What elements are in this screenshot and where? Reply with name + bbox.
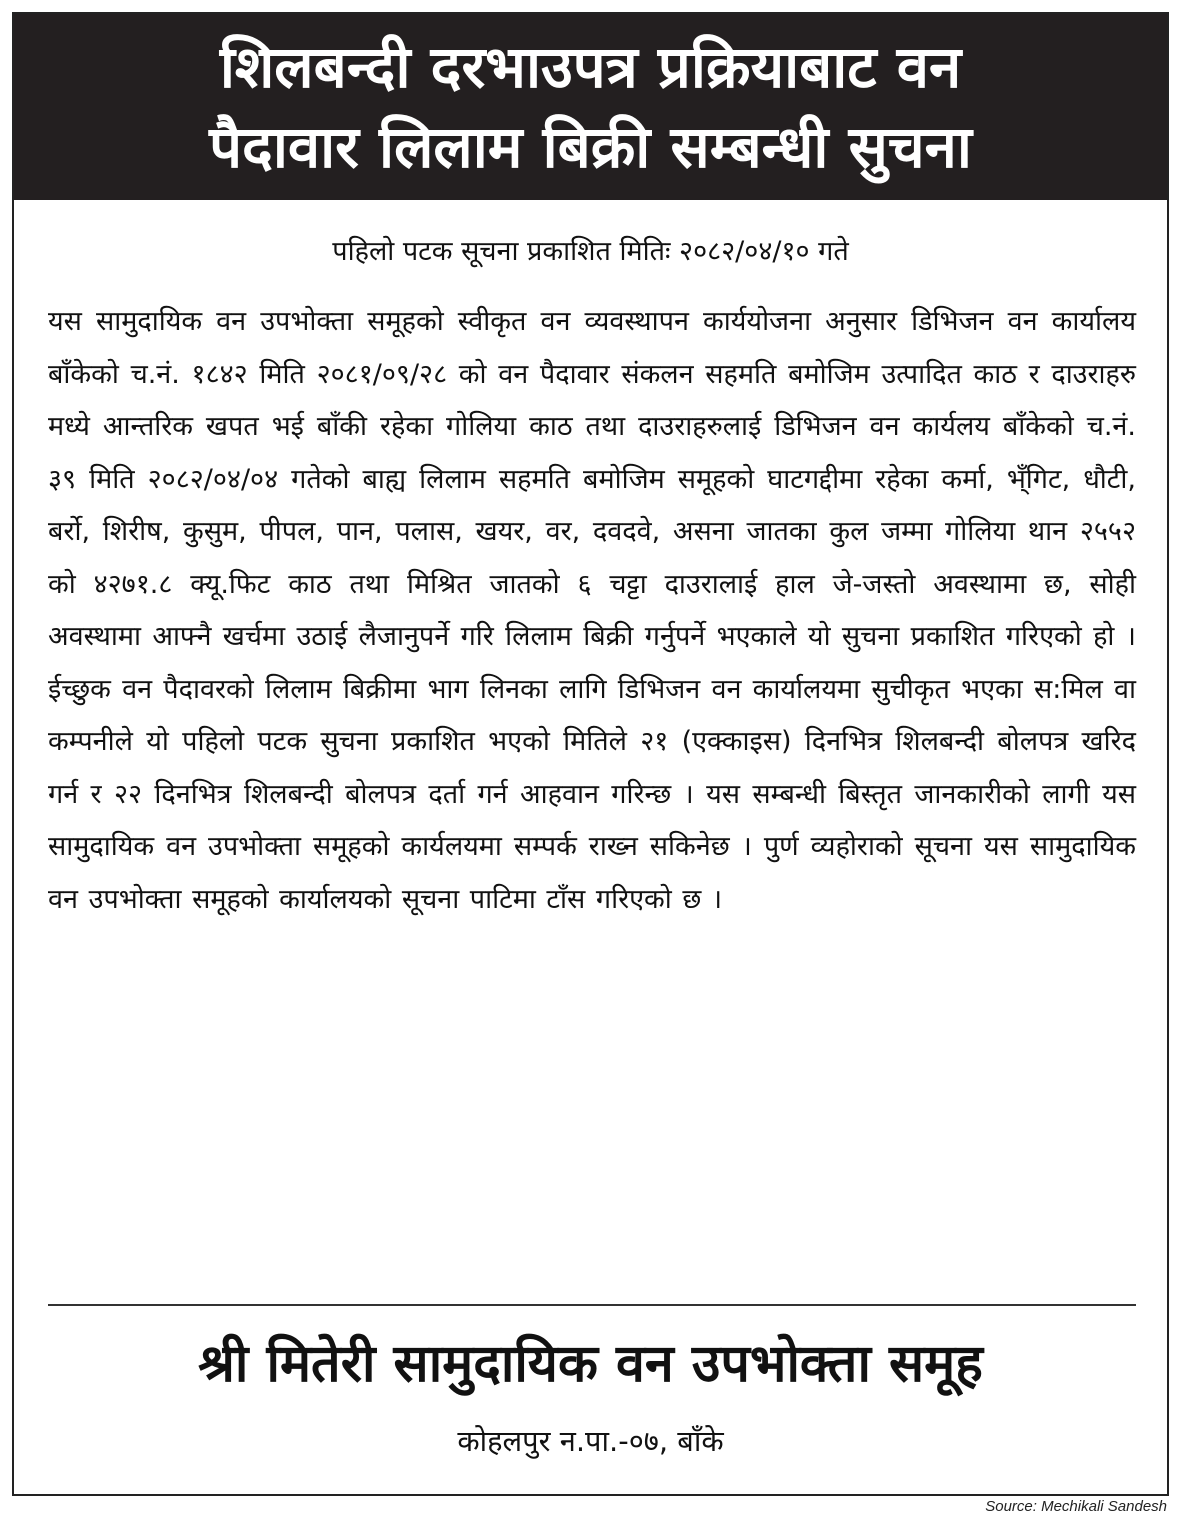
source-credit: Source: Mechikali Sandesh [985,1498,1167,1515]
organization-name: श्री मितेरी सामुदायिक वन उपभोक्ता समूह [198,1334,983,1394]
notice-header [14,14,1167,200]
notice-title-line-1: शिलबन्दी दरभाउपत्र प्रक्रियाबाट वन [219,33,962,101]
publication-date: पहिलो पटक सूचना प्रकाशित मितिः २०८२/०४/१० गते [332,236,849,267]
organization-address: कोहलपुर न.पा.-०७, बाँके [457,1424,724,1458]
notice-frame [12,12,1169,1496]
notice-body: यस सामुदायिक वन उपभोक्ता समूहको स्वीकृत वन व्यवस्थापन कार्ययोजना अनुसार डिभिजन वन कार्यालय बाँकेको च.नं. १८४२ मिति २०८१/०९/२८ को वन पैदावार संकलन सहमति बमोजिम उत्पादित काठ र दाउराहरु मध्ये आन्तरिक खपत भई बाँकी रहेका गोलिया काठ तथा दाउराहरुलाई डिभिजन वन कार्यलय बाँकेको च.नं. ३९ मिति २०८२/०४/०४ गतेको बाह्य लिलाम सहमति बमोजिम समूहको घाटगद्दीमा रहेका कर्मा, भ्ँगिट, धौटी, बर्रो, शिरीष, कुसुम, पीपल, पान, पलास, खयर, वर, दवदवे, असना जातका कुल जम्मा गोलिया थान २५५२ को ४२७१.८ क्यू.फिट काठ तथा मिश्रित जातको ६ चट्टा दाउरालाई हाल जे-जस्तो अवस्थामा छ, सोही अवस्थामा आफ्नै खर्चमा उठाई लैजानुपर्ने गरि लिलाम बिक्री गर्नुपर्ने भएकाले यो सुचना प्रकाशित गरिएको हो । ईच्छुक वन पैदावरको लिलाम बिक्रीमा भाग लिनका लागि डिभिजन वन कार्यालयमा सुचीकृत भएका स:मिल वा कम्पनीले यो पहिलो पटक सुचना प्रकाशित भएको मितिले २१ (एक्काइस) दिनभित्र शिलबन्दी बोलपत्र खरिद गर्न र २२ दिनभित्र शिलबन्दी बोलपत्र दर्ता गर्न आहवान गरिन्छ । यस सम्बन्धी बिस्तृत जानकारीको लागी यस सामुदायिक वन उपभोक्ता समूहको कार्यलयमा सम्पर्क राख्न सकिनेछ । पुर्ण व्यहोराको सूचना यस सामुदायिक वन उपभोक्ता समूहको कार्यालयको सूचना पाटिमा टाँस गरिएको छ । [48,306,1136,915]
footer-divider [48,1304,1136,1306]
notice-title-line-2: पैदावार लिलाम बिक्री सम्बन्धी सुचना [209,113,972,181]
